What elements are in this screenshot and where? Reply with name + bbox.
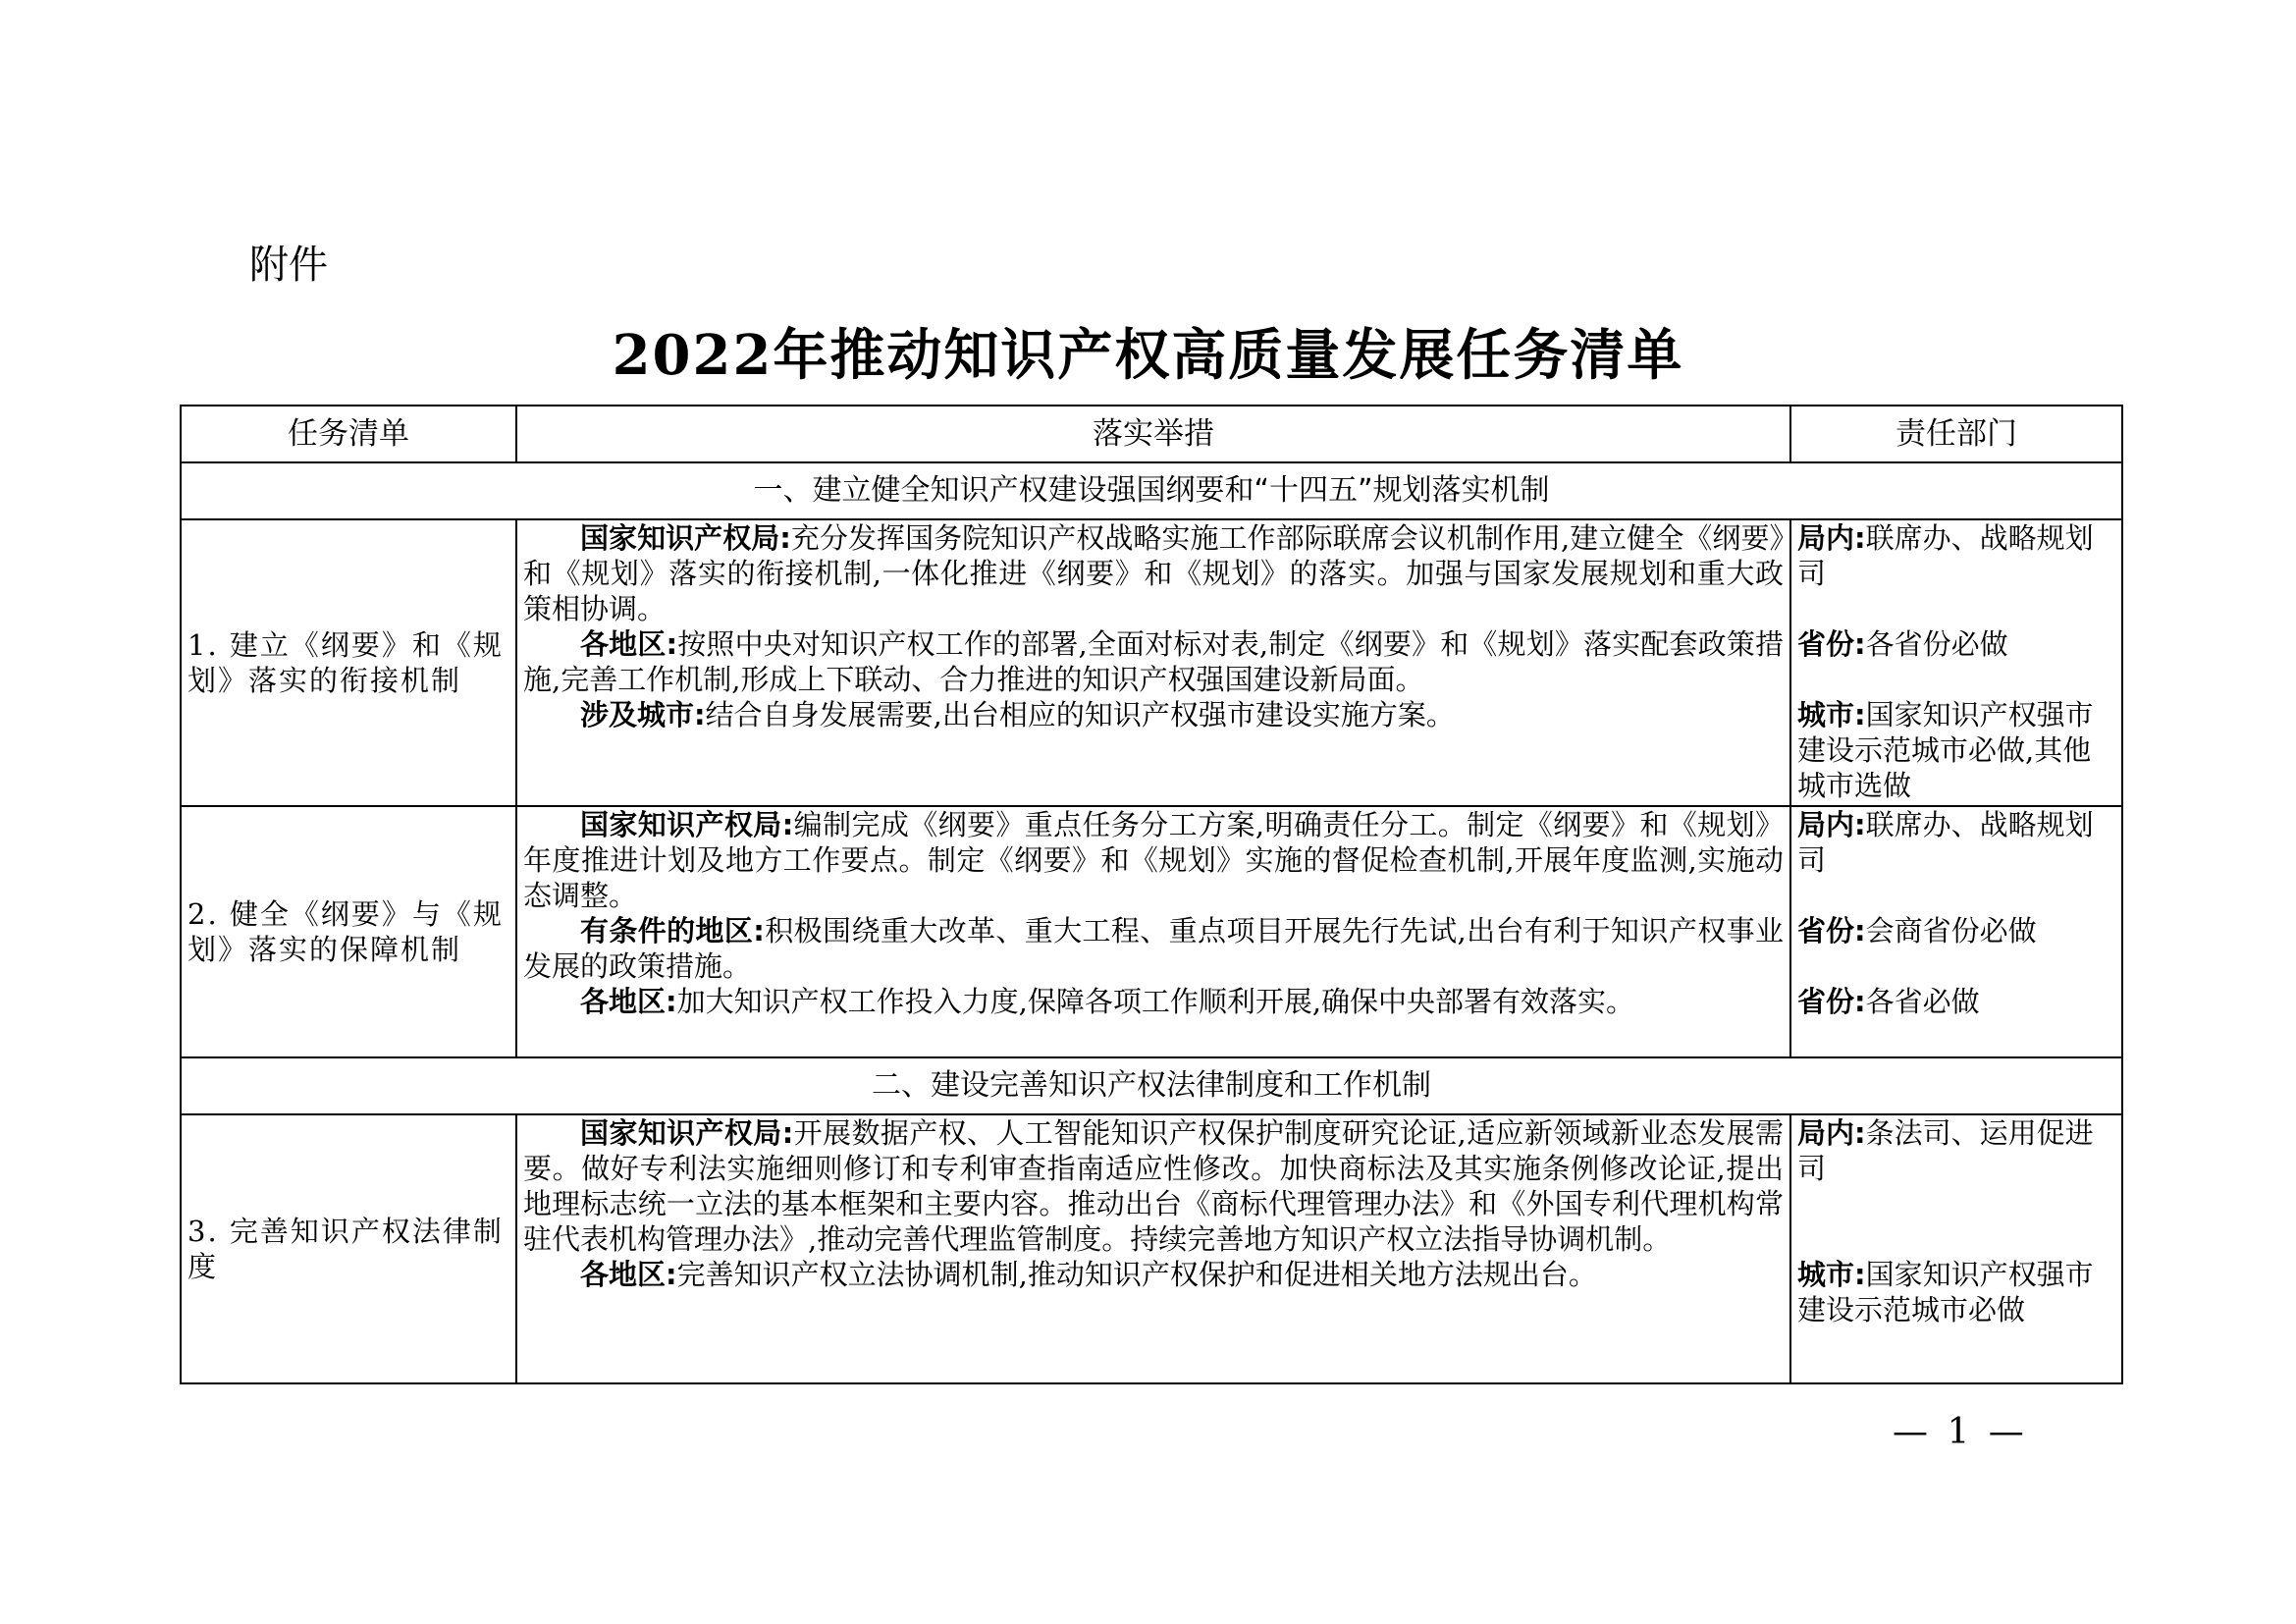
table-row xyxy=(181,1114,2122,1383)
responsible-text: 条法司、运用促进司 xyxy=(1797,1116,2094,1185)
measure-label: 国家知识产权局: xyxy=(580,808,794,841)
measure-paragraph xyxy=(523,913,1784,984)
task-list-table xyxy=(180,405,2123,1384)
task-cell: 1. 建立《纲要》和《规划》落实的衔接机制 xyxy=(181,519,516,806)
measure-text: 完善知识产权立法协调机制,推动知识产权保护和促进相关地方法规出台。 xyxy=(676,1258,1597,1291)
responsible-label: 局内: xyxy=(1797,521,1866,555)
measure-paragraph xyxy=(523,984,1784,1019)
measure-text: 积极围绕重大改革、重大工程、重点项目开展先行先试,出台有利于知识产权事业发展的政策措施。 xyxy=(523,914,1784,983)
responsible-label: 省份: xyxy=(1797,914,1866,947)
measure-text: 按照中央对知识产权工作的部署,全面对标对表,制定《纲要》和《规划》落实配套政策措施,完善工作机制,形成上下联动、合力推进的知识产权强国建设新局面。 xyxy=(523,627,1784,696)
table-row xyxy=(181,806,2122,1057)
responsible-label: 局内: xyxy=(1797,808,1866,841)
header-responsible: 责任部门 xyxy=(1790,406,2122,462)
responsible-label: 城市: xyxy=(1797,1258,1866,1291)
responsible-cell xyxy=(1790,806,2122,1057)
section-heading: 二、建设完善知识产权法律制度和工作机制 xyxy=(181,1057,2122,1114)
table-row xyxy=(181,519,2122,806)
responsible-cell xyxy=(1790,1114,2122,1383)
measure-label: 各地区: xyxy=(580,985,677,1018)
responsible-label: 省份: xyxy=(1797,627,1866,661)
section-row xyxy=(181,1057,2122,1114)
document-title: 2022年推动知识产权高质量发展任务清单 xyxy=(612,323,1684,388)
measures-cell xyxy=(516,519,1790,806)
measure-label: 各地区: xyxy=(580,627,678,661)
measure-paragraph xyxy=(523,807,1784,913)
section-heading: 一、建立健全知识产权建设强国纲要和“十四五”规划落实机制 xyxy=(181,462,2122,519)
responsible-label: 局内: xyxy=(1797,1116,1866,1150)
measure-paragraph xyxy=(523,626,1784,697)
responsible-entry xyxy=(1797,520,2115,591)
measure-paragraph xyxy=(523,1257,1784,1292)
header-task: 任务清单 xyxy=(181,406,516,462)
measure-label: 国家知识产权局: xyxy=(580,1116,794,1150)
responsible-text: 各省份必做 xyxy=(1865,627,2008,661)
responsible-label: 城市: xyxy=(1797,698,1866,731)
responsible-text: 会商省份必做 xyxy=(1865,914,2037,947)
task-cell: 2. 健全《纲要》与《规划》落实的保障机制 xyxy=(181,806,516,1057)
measure-text: 结合自身发展需要,出台相应的知识产权强市建设实施方案。 xyxy=(705,698,1455,731)
page-number: — 1 — xyxy=(1893,1412,2028,1452)
responsible-entry xyxy=(1797,697,2115,803)
header-measures: 落实举措 xyxy=(516,406,1790,462)
measure-text: 编制完成《纲要》重点任务分工方案,明确责任分工。制定《纲要》和《规划》年度推进计划及地方工作要点。制定《纲要》和《规划》实施的督促检查机制,开展年度监测,实施动态调整。 xyxy=(523,808,1784,912)
measures-cell xyxy=(516,1114,1790,1383)
responsible-cell xyxy=(1790,519,2122,806)
responsible-entry xyxy=(1797,807,2115,878)
responsible-text: 联席办、战略规划司 xyxy=(1797,521,2094,590)
measure-label: 有条件的地区: xyxy=(580,914,765,947)
responsible-entry xyxy=(1797,1257,2115,1327)
responsible-text: 各省必做 xyxy=(1865,985,1980,1018)
responsible-entry xyxy=(1797,626,2115,662)
responsible-text: 联席办、战略规划司 xyxy=(1797,808,2094,877)
responsible-text: 国家知识产权强市建设示范城市必做,其他城市选做 xyxy=(1797,698,2094,802)
measure-label: 涉及城市: xyxy=(580,698,706,731)
responsible-text: 国家知识产权强市建设示范城市必做 xyxy=(1797,1258,2094,1326)
measure-label: 国家知识产权局: xyxy=(580,521,791,555)
responsible-label: 省份: xyxy=(1797,985,1866,1018)
measures-cell xyxy=(516,806,1790,1057)
measure-paragraph xyxy=(523,520,1784,626)
measure-text: 充分发挥国务院知识产权战略实施工作部际联席会议机制作用,建立健全《纲要》和《规划》落实的衔接机制,一体化推进《纲要》和《规划》的落实。加强与国家发展规划和重大政策相协调。 xyxy=(523,521,1784,625)
table-header-row xyxy=(181,406,2122,462)
measure-label: 各地区: xyxy=(580,1258,677,1291)
measure-paragraph xyxy=(523,1115,1784,1257)
measure-text: 加大知识产权工作投入力度,保障各项工作顺利开展,确保中央部署有效落实。 xyxy=(676,985,1635,1018)
responsible-entry xyxy=(1797,984,2115,1019)
measure-paragraph xyxy=(523,697,1784,732)
measure-text: 开展数据产权、人工智能知识产权保护制度研究论证,适应新领域新业态发展需要。做好专利法实施细则修订和专利审查指南适应性修改。加快商标法及其实施条例修改论证,提出地理标志统一立法的基本框架和主要内容。推动出台《商标代理管理办法》和《外国专利代理机构常驻代表机构管理办法》,推动完善代理监管制度。持续完善地方知识产权立法指导协调机制。 xyxy=(523,1116,1784,1256)
responsible-entry xyxy=(1797,913,2115,948)
attachment-label: 附件 xyxy=(249,243,328,288)
responsible-entry xyxy=(1797,1115,2115,1186)
task-cell: 3. 完善知识产权法律制度 xyxy=(181,1114,516,1383)
section-row xyxy=(181,462,2122,519)
